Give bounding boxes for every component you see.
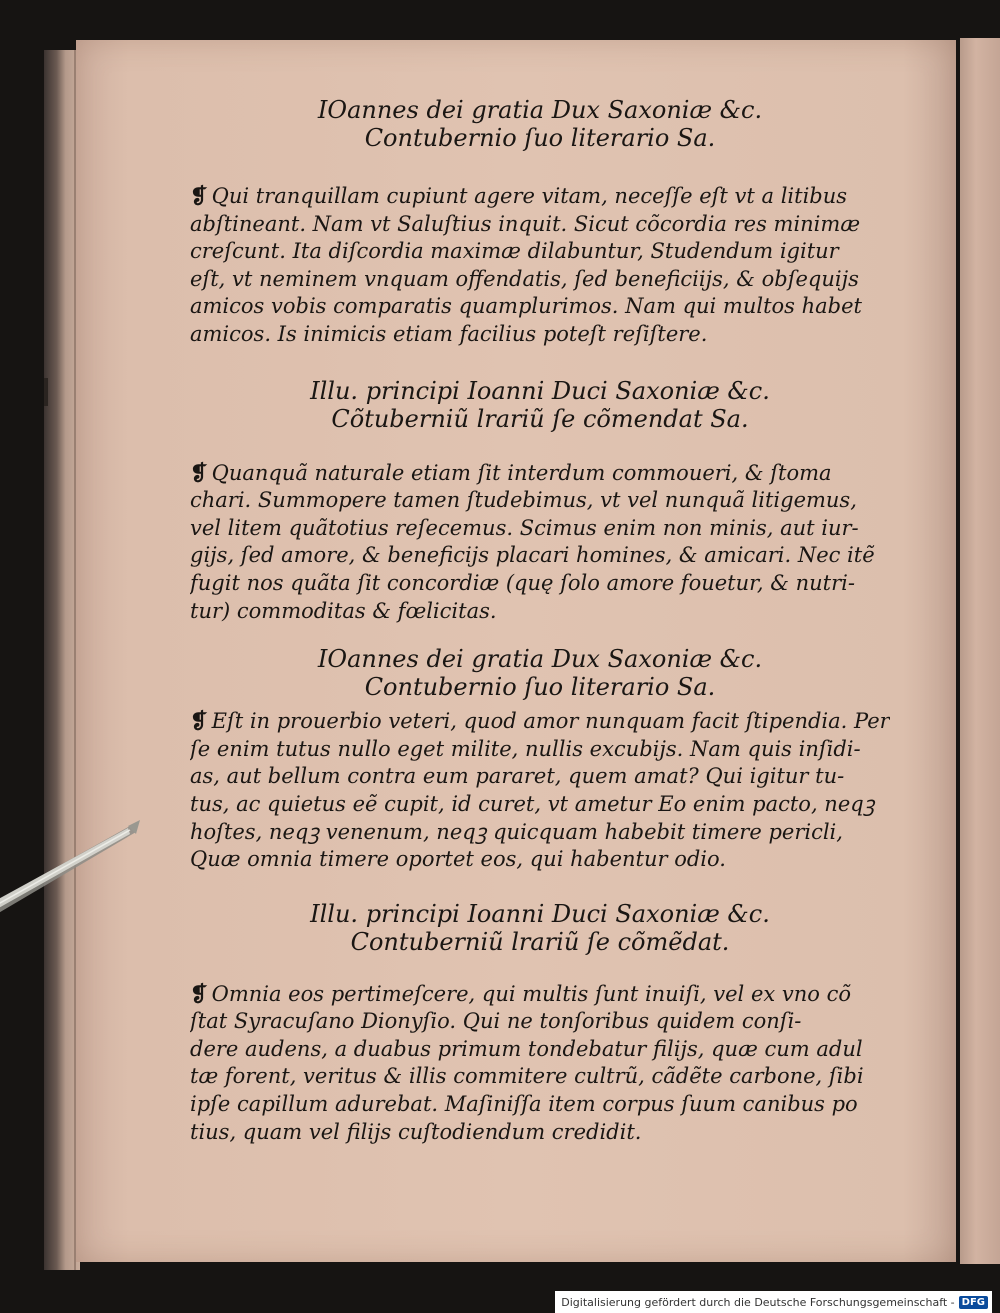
- text-line: fugit nos quãta ſit concordiæ (quę ſolo amore fouetur, & nutri-: [190, 570, 855, 595]
- section-heading-2: [190, 377, 890, 433]
- text-line: Quæ omnia timere oportet eos, qui habentur odio.: [190, 847, 726, 872]
- paragraph-1: [190, 182, 890, 349]
- text-line: dere audens, a duabus primum tondebatur filijs, quæ cum adul: [190, 1036, 863, 1061]
- section-heading-4: [190, 900, 890, 956]
- heading-line: IOannes dei gratia Dux Saxoniæ &c.: [317, 645, 763, 674]
- heading-line: Contubernio ſuo literario Sa.: [364, 673, 716, 702]
- pilcrow-icon: ❡: [190, 980, 208, 1006]
- facing-page-edge: [960, 38, 1000, 1264]
- text-line: tur) commoditas & fœlicitas.: [190, 598, 497, 623]
- footer-text: Digitalisierung gefördert durch die Deutsche Forschungsgemeinschaft -: [561, 1295, 955, 1309]
- text-line: ❡ Eſt in prouerbio veteri, quod amor nunquam facit ſtipendia. Per: [190, 708, 890, 734]
- section-heading-1: [190, 96, 890, 152]
- paragraph-2: [190, 459, 890, 626]
- text-line: tæ forent, veritus & illis commitere cultrũ, cãdẽte carbone, ſibi: [190, 1064, 864, 1089]
- heading-line: Contubernio ſuo literario Sa.: [364, 124, 716, 152]
- digitization-footer: [555, 1291, 992, 1313]
- text-line: as, aut bellum contra eum pararet, quem amat? Qui igitur tu-: [190, 764, 845, 789]
- text-line: ❡ Omnia eos pertimeſcere, qui multis ſunt inuiſi, vel ex vno cõ: [190, 980, 852, 1006]
- text-line: creſcunt. Ita diſcordia maximæ dilabuntur, Studendum igitur: [190, 239, 839, 264]
- heading-line: Illu. principi Ioanni Duci Saxoniæ &c.: [310, 899, 770, 928]
- heading-line: IOannes dei gratia Dux Saxoniæ &c.: [317, 96, 763, 124]
- pilcrow-icon: ❡: [190, 708, 208, 734]
- text-line: chari. Summopere tamen ſtudebimus, vt vel nunquã litigemus,: [190, 488, 857, 513]
- text-line: ❡ Qui tranquillam cupiunt agere vitam, neceſſe eſt vt a litibus: [190, 183, 848, 208]
- heading-line: Cõtuberniũ lrariũ ſe cõmendat Sa.: [331, 404, 749, 433]
- page-text: [190, 96, 890, 1146]
- paragraph-4: [190, 980, 890, 1147]
- text-line: ipſe capillum adurebat. Maſiniſſa item corpus ſuum canibus po: [190, 1092, 858, 1117]
- text-line: amicos vobis comparatis quamplurimos. Nam qui multos habet: [190, 294, 862, 319]
- paragraph-3: [190, 707, 890, 874]
- text-line: hoſtes, neqꝫ venenum, neqꝫ quicquam habebit timere pericli,: [190, 819, 843, 844]
- section-heading-3: [190, 645, 890, 701]
- gutter-mark: [44, 378, 48, 406]
- text-line: abſtineant. Nam vt Saluſtius inquit. Sicut cõcordia res minimæ: [190, 211, 861, 236]
- dfg-logo: DFG: [959, 1296, 988, 1309]
- pilcrow-icon: ❡: [190, 183, 208, 208]
- heading-line: Illu. principi Ioanni Duci Saxoniæ &c.: [310, 376, 770, 405]
- text-line: vel litem quãtotius reſecemus. Scimus enim non minis, aut iur-: [190, 515, 859, 540]
- text-line: ❡ Quanquã naturale etiam ſit interdum commoueri, & ſtoma: [190, 459, 832, 485]
- text-line: tus, ac quietus eẽ cupit, id curet, vt ametur Eo enim pacto, neqꝫ: [190, 791, 875, 816]
- page-edges: [44, 50, 80, 1270]
- text-line: amicos. Is inimicis etiam facilius poteſt reſiſtere.: [190, 321, 708, 346]
- text-line: tius, quam vel filijs cuſtodiendum credidit.: [190, 1119, 642, 1144]
- text-line: ſe enim tutus nullo eget milite, nullis excubijs. Nam quis inſidi-: [190, 736, 861, 761]
- pen-pointer: [0, 818, 180, 918]
- text-line: eſt, vt neminem vnquam offendatis, ſed beneficiijs, & obſequijs: [190, 266, 859, 291]
- pilcrow-icon: ❡: [190, 459, 208, 485]
- heading-line: Contuberniũ lrariũ ſe cõmẽdat.: [350, 927, 730, 956]
- text-line: gijs, ſed amore, & beneficijs placari homines, & amicari. Nec itẽ: [190, 543, 875, 568]
- text-line: ſtat Syracuſano Dionyſio. Qui ne tonſoribus quidem conſi-: [190, 1009, 802, 1034]
